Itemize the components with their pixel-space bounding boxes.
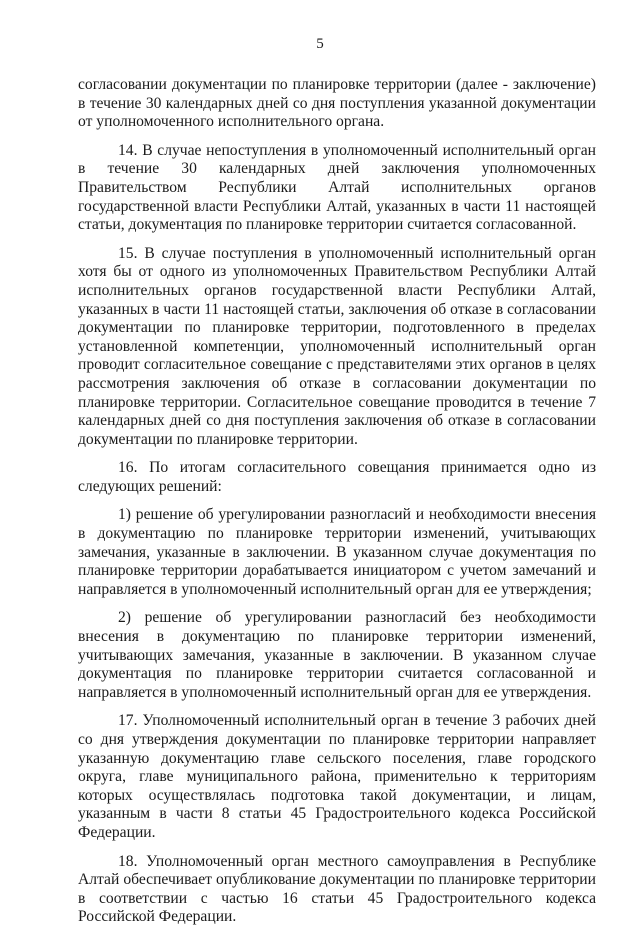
paragraph-17: 17. Уполномоченный исполнительный орган в течение 3 рабочих дней со дня утверждения документации по планировке территории направляет указанную документацию главе сельского поселения, главе городского округа, главе муниципального района, применительно к территориям которых осуществлялась подготовка такой документации, и лицам, указанным в части 8 статьи 45 Градостроительного кодекса Российской Федерации. bbox=[78, 712, 596, 841]
page-number: 5 bbox=[316, 36, 324, 52]
document-body bbox=[78, 76, 596, 937]
paragraph-15: 15. В случае поступления в уполномоченный исполнительный орган хотя бы от одного из уполномоченных Правительством Республики Алтай исполнительных органов государственной власти Республики Алтай, указанных в части 11 настоящей статьи, заключения об отказе в согласовании документации по планировке территории, подготовленного в пределах установленной компетенции, уполномоченный исполнительный орган проводит согласительное совещание с представителями этих органов в целях рассмотрения заключения об отказе в согласовании документации по планировке территории. Согласительное совещание проводится в течение 7 календарных дней со дня поступления заключения об отказе в согласовании документации по планировке территории. bbox=[78, 244, 596, 448]
paragraph-16-item-1: 1) решение об урегулировании разногласий и необходимости внесения в документацию по планировке территории изменений, учитывающих замечания, указанные в заключении. В указанном случае документация по планировке территории дорабатывается инициатором с учетом замечаний и направляется в уполномоченный исполнительный орган для ее утверждения; bbox=[78, 506, 596, 598]
paragraph-16-item-2: 2) решение об урегулировании разногласий без необходимости внесения в документацию по планировке территории изменений, учитывающих замечания, указанные в заключении. В указанном случае документация по планировке территории считается согласованной и направляется в уполномоченный исполнительный орган для ее утверждения. bbox=[78, 609, 596, 701]
paragraph-16: 16. По итогам согласительного совещания принимается одно из следующих решений: bbox=[78, 459, 596, 495]
paragraph-continuation: согласовании документации по планировке территории (далее - заключение) в течение 30 календарных дней со дня поступления указанной документации от уполномоченного исполнительного органа. bbox=[78, 76, 596, 131]
paragraph-14: 14. В случае непоступления в уполномоченный исполнительный орган в течение 30 календарных дней заключения уполномоченных Правительством Республики Алтай исполнительных органов государственной власти Республики Алтай, указанных в части 11 настоящей статьи, документация по планировке территории считается согласованной. bbox=[78, 141, 596, 234]
paragraph-18: 18. Уполномоченный орган местного самоуправления в Республике Алтай обеспечивает опубликование документации по планировке территории в соответствии с частью 16 статьи 45 Градостроительного кодекса Российской Федерации. bbox=[78, 852, 596, 926]
